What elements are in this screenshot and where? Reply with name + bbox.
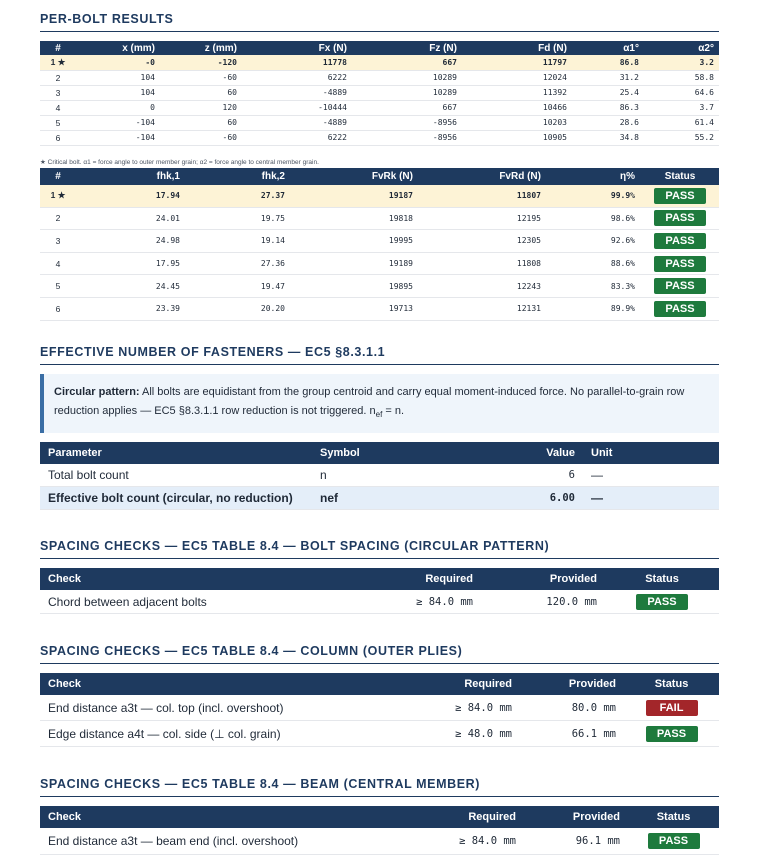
cell: 89.9% [547, 297, 641, 320]
table-row [40, 590, 719, 613]
cell: 86.3 [572, 100, 644, 115]
provided-cell: 96.1 mm [524, 828, 628, 854]
status-cell [605, 590, 719, 613]
cell: 104 [76, 85, 160, 100]
status-cell [641, 275, 719, 298]
cell: 12195 [419, 207, 547, 230]
col-header: Fz (N) [352, 41, 462, 55]
critical-bolt-note: ★ Critical bolt. α1 = force angle to outer member grain; α2 = force angle to central member grain. [40, 158, 319, 166]
cell: 98.6% [547, 207, 641, 230]
value-cell: 6 [466, 464, 583, 487]
cell: 19.75 [186, 207, 291, 230]
table-row [40, 464, 719, 487]
col-header: Required [408, 673, 520, 695]
table-row [40, 275, 719, 298]
col-header: Required [412, 806, 524, 828]
col-header: α1° [572, 41, 644, 55]
cell: 3.7 [644, 100, 719, 115]
status-cell [641, 297, 719, 320]
table-row [40, 828, 719, 854]
table-row [40, 100, 719, 115]
cell: 6222 [242, 70, 352, 85]
cell: 20.20 [186, 297, 291, 320]
col-header: FvRk (N) [291, 168, 419, 185]
cell: -8956 [352, 130, 462, 145]
cell: 10289 [352, 85, 462, 100]
cell: 3.2 [644, 55, 719, 70]
bolt-id: 1 ★ [40, 55, 76, 70]
col-header: Check [40, 673, 408, 695]
cell: 6222 [242, 130, 352, 145]
col-header: Check [40, 806, 412, 828]
cell: 99.9% [547, 185, 641, 208]
col-header: α2° [644, 41, 719, 55]
cell: 12305 [419, 230, 547, 253]
per-bolt-header-row [40, 41, 719, 55]
check-cell: End distance a3t — col. top (incl. overshoot) [40, 695, 408, 721]
table-row [40, 115, 719, 130]
parameter-cell: Effective bolt count (circular, no reduction) [40, 487, 312, 510]
col-header: fhk,1 [76, 168, 186, 185]
col-header: Fd (N) [462, 41, 572, 55]
table-row [40, 230, 719, 253]
cell: 88.6% [547, 252, 641, 275]
status-cell [624, 695, 719, 721]
cell: 667 [352, 100, 462, 115]
effective-table [40, 442, 719, 511]
required-cell: ≥ 48.0 mm [408, 721, 520, 747]
cell: 104 [76, 70, 160, 85]
symbol-cell: nef [312, 487, 466, 510]
required-cell: ≥ 84.0 mm [348, 590, 481, 613]
table-row [40, 487, 719, 510]
spacing-beam-title: SPACING CHECKS — EC5 TABLE 8.4 — BEAM (CENTRAL MEMBER) [40, 777, 719, 797]
per-bolt-table [40, 41, 719, 146]
provided-cell: 66.1 mm [520, 721, 624, 747]
required-cell: ≥ 84.0 mm [408, 695, 520, 721]
cell: -60 [160, 70, 242, 85]
per-bolt-title: PER-BOLT RESULTS [40, 12, 719, 32]
required-cell: ≥ 84.0 mm [412, 828, 524, 854]
unit-cell: — [583, 487, 719, 510]
status-badge: PASS [654, 256, 706, 272]
col-header: Status [628, 806, 719, 828]
col-header: Status [641, 168, 719, 185]
table-row [40, 130, 719, 145]
col-header: z (mm) [160, 41, 242, 55]
spacing-beam-header-row [40, 806, 719, 828]
cell: 11392 [462, 85, 572, 100]
effective-header-row [40, 442, 719, 464]
cell: 61.4 [644, 115, 719, 130]
col-header: Provided [520, 673, 624, 695]
info-bold-label: Circular pattern: [54, 385, 140, 398]
bolt-id: 6 [40, 297, 76, 320]
provided-cell: 80.0 mm [520, 695, 624, 721]
col-header: Value [466, 442, 583, 464]
bolt-id: 1 ★ [40, 185, 76, 208]
symbol-cell: n [312, 464, 466, 487]
status-badge: FAIL [646, 700, 698, 716]
cell: 60 [160, 85, 242, 100]
info-text: All bolts are equidistant from the group centroid and carry equal moment-induced force. No parallel-to-grain row reduction applies — EC5 §8.3.1.1 row reduction is not triggered. n [54, 385, 685, 417]
cell: 92.6% [547, 230, 641, 253]
col-header: Status [605, 568, 719, 590]
status-badge: PASS [654, 210, 706, 226]
cell: -104 [76, 130, 160, 145]
col-header: # [40, 41, 76, 55]
info-end: = n. [382, 404, 405, 417]
col-header: η% [547, 168, 641, 185]
cell: -8956 [352, 115, 462, 130]
value-cell: 6.00 [466, 487, 583, 510]
cell: 19713 [291, 297, 419, 320]
col-header: Provided [524, 806, 628, 828]
table-row [40, 207, 719, 230]
cell: 19189 [291, 252, 419, 275]
cell: 23.39 [76, 297, 186, 320]
col-header: x (mm) [76, 41, 160, 55]
table-row [40, 55, 719, 70]
table-row [40, 185, 719, 208]
bolt-id: 5 [40, 115, 76, 130]
bolt-id: 5 [40, 275, 76, 298]
cell: 19895 [291, 275, 419, 298]
cell: 11808 [419, 252, 547, 275]
cell: 17.94 [76, 185, 186, 208]
table-row [40, 252, 719, 275]
cell: 27.36 [186, 252, 291, 275]
cell: 27.37 [186, 185, 291, 208]
parameter-cell: Total bolt count [40, 464, 312, 487]
cell: 64.6 [644, 85, 719, 100]
effective-fasteners-title: EFFECTIVE NUMBER OF FASTENERS — EC5 §8.3.1.1 [40, 345, 719, 365]
status-badge: PASS [654, 301, 706, 317]
status-badge: PASS [654, 233, 706, 249]
col-header: Symbol [312, 442, 466, 464]
table-row [40, 297, 719, 320]
cell: 86.8 [572, 55, 644, 70]
col-header: Required [348, 568, 481, 590]
cell: -120 [160, 55, 242, 70]
cell: 11797 [462, 55, 572, 70]
cell: 19.14 [186, 230, 291, 253]
col-header: Check [40, 568, 348, 590]
cell: 12131 [419, 297, 547, 320]
cell: 120 [160, 100, 242, 115]
cell: -104 [76, 115, 160, 130]
bolt-id: 4 [40, 252, 76, 275]
provided-cell: 120.0 mm [481, 590, 605, 613]
bolt-id: 6 [40, 130, 76, 145]
status-badge: PASS [648, 833, 700, 849]
cell: -4889 [242, 115, 352, 130]
status-badge: PASS [654, 188, 706, 204]
table-row [40, 721, 719, 747]
spacing-bolt-table [40, 568, 719, 614]
cell: 83.3% [547, 275, 641, 298]
cell: 24.45 [76, 275, 186, 298]
cell: 19818 [291, 207, 419, 230]
check-cell: Edge distance a4t — col. side (⊥ col. grain) [40, 721, 408, 747]
cell: 12024 [462, 70, 572, 85]
bolt-id: 3 [40, 85, 76, 100]
cell: -4889 [242, 85, 352, 100]
status-cell [641, 252, 719, 275]
check-cell: End distance a3t — beam end (incl. overshoot) [40, 828, 412, 854]
col-header: Parameter [40, 442, 312, 464]
status-cell [641, 230, 719, 253]
bolt-id: 2 [40, 70, 76, 85]
col-header: Status [624, 673, 719, 695]
spacing-column-title: SPACING CHECKS — EC5 TABLE 8.4 — COLUMN (OUTER PLIES) [40, 644, 719, 664]
capacity-table [40, 168, 719, 321]
spacing-beam-table [40, 806, 719, 855]
col-header: FvRd (N) [419, 168, 547, 185]
bolt-id: 3 [40, 230, 76, 253]
cell: 11778 [242, 55, 352, 70]
cell: 24.98 [76, 230, 186, 253]
spacing-bolt-title: SPACING CHECKS — EC5 TABLE 8.4 — BOLT SPACING (CIRCULAR PATTERN) [40, 539, 719, 559]
table-row [40, 85, 719, 100]
unit-cell: — [583, 464, 719, 487]
cell: 10905 [462, 130, 572, 145]
cell: 10203 [462, 115, 572, 130]
status-cell [628, 828, 719, 854]
col-header: fhk,2 [186, 168, 291, 185]
bolt-id: 2 [40, 207, 76, 230]
col-header: Fx (N) [242, 41, 352, 55]
cell: 34.8 [572, 130, 644, 145]
status-cell [641, 185, 719, 208]
table-row [40, 70, 719, 85]
col-header: Provided [481, 568, 605, 590]
check-cell: Chord between adjacent bolts [40, 590, 348, 613]
cell: 28.6 [572, 115, 644, 130]
cell: 60 [160, 115, 242, 130]
cell: 58.8 [644, 70, 719, 85]
cell: 10289 [352, 70, 462, 85]
cell: 19187 [291, 185, 419, 208]
info-subscript: ef [375, 409, 383, 419]
capacity-header-row [40, 168, 719, 185]
cell: 55.2 [644, 130, 719, 145]
cell: 31.2 [572, 70, 644, 85]
circular-pattern-info [40, 374, 719, 433]
spacing-bolt-header-row [40, 568, 719, 590]
col-header: Unit [583, 442, 719, 464]
cell: 667 [352, 55, 462, 70]
cell: 19995 [291, 230, 419, 253]
bolt-id: 4 [40, 100, 76, 115]
cell: -60 [160, 130, 242, 145]
cell: 25.4 [572, 85, 644, 100]
status-badge: PASS [636, 594, 688, 610]
cell: 19.47 [186, 275, 291, 298]
status-badge: PASS [646, 726, 698, 742]
status-cell [624, 721, 719, 747]
cell: 12243 [419, 275, 547, 298]
status-badge: PASS [654, 278, 706, 294]
cell: 0 [76, 100, 160, 115]
status-cell [641, 207, 719, 230]
spacing-column-header-row [40, 673, 719, 695]
table-row [40, 695, 719, 721]
col-header: # [40, 168, 76, 185]
spacing-column-table [40, 673, 719, 748]
cell: 10466 [462, 100, 572, 115]
cell: 24.01 [76, 207, 186, 230]
cell: 17.95 [76, 252, 186, 275]
cell: 11807 [419, 185, 547, 208]
cell: -0 [76, 55, 160, 70]
cell: -10444 [242, 100, 352, 115]
